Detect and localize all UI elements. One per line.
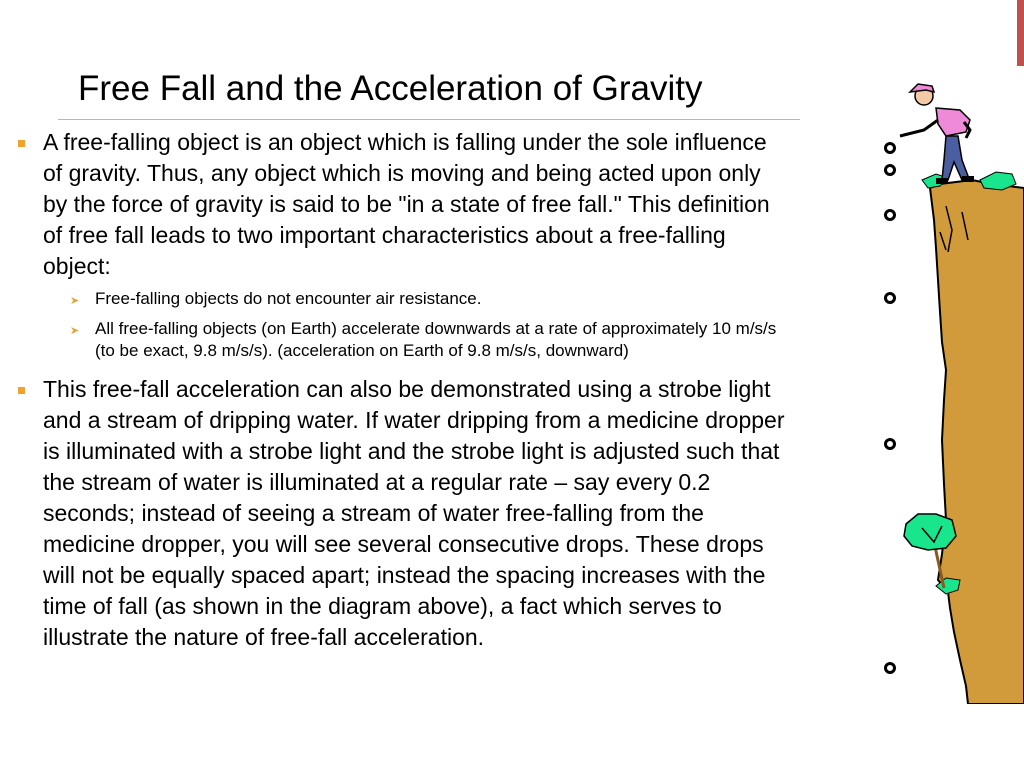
- cliff-drop-illustration: [876, 80, 1024, 704]
- cliff-drop-svg: [876, 80, 1024, 704]
- subbullet-list: [18, 288, 790, 362]
- bullet-text: A free-falling object is an object which is falling under the sole influence of gravity. Thus, any object which is moving and being acted upon only by the force of gravity is said to be "in a state of free fall." This definition of free fall leads to two important characteristics about a free-falling object:: [43, 129, 770, 279]
- cliff: [930, 180, 1024, 704]
- boy-cap: [910, 84, 934, 92]
- drop: [886, 294, 895, 303]
- boy-pants: [942, 136, 968, 180]
- subbullet-item: [18, 288, 790, 310]
- accent-bar: [1017, 0, 1024, 66]
- boy-shoe: [936, 178, 948, 184]
- square-bullet-icon: [18, 387, 25, 394]
- bullet-item: [18, 127, 790, 282]
- slide-body: [18, 127, 790, 653]
- subbullet-item: [18, 318, 790, 362]
- drop: [886, 211, 895, 220]
- drop: [886, 166, 895, 175]
- boy-arm: [900, 120, 938, 136]
- drop: [886, 440, 895, 449]
- bullet-text: This free-fall acceleration can also be demonstrated using a strobe light and a stream of dripping water. If water dripping from a medicine dropper is illuminated with a strobe light and the strobe light is adjusted such that the stream of water is illuminated at a regular rate – say every 0.2 seconds; instead of seeing a stream of water free-falling from the medicine dropper, you will see several consecutive drops. These drops will not be equally spaced apart; instead the spacing increases with the time of fall (as shown in the diagram above), a fact which serves to illustrate the nature of free-fall acceleration.: [43, 376, 785, 650]
- falling-drops: [886, 144, 895, 673]
- slide-title: Free Fall and the Acceleration of Gravity: [78, 69, 703, 108]
- title-divider: [58, 119, 800, 120]
- square-bullet-icon: [18, 140, 25, 147]
- subbullet-text: Free-falling objects do not encounter air resistance.: [95, 289, 482, 308]
- boy-shoe: [962, 176, 974, 182]
- chevron-right-icon: ➤: [70, 295, 80, 307]
- tree-crown: [904, 514, 956, 550]
- drop: [886, 664, 895, 673]
- drop: [886, 144, 895, 153]
- bullet-item: [18, 374, 790, 653]
- chevron-right-icon: ➤: [70, 325, 80, 337]
- subbullet-text: All free-falling objects (on Earth) accelerate downwards at a rate of approximately 10 m/s/s (to be exact, 9.8 m/s/s). (acceleration on Earth of 9.8 m/s/s, downward): [95, 319, 777, 360]
- boy-figure: [900, 84, 974, 184]
